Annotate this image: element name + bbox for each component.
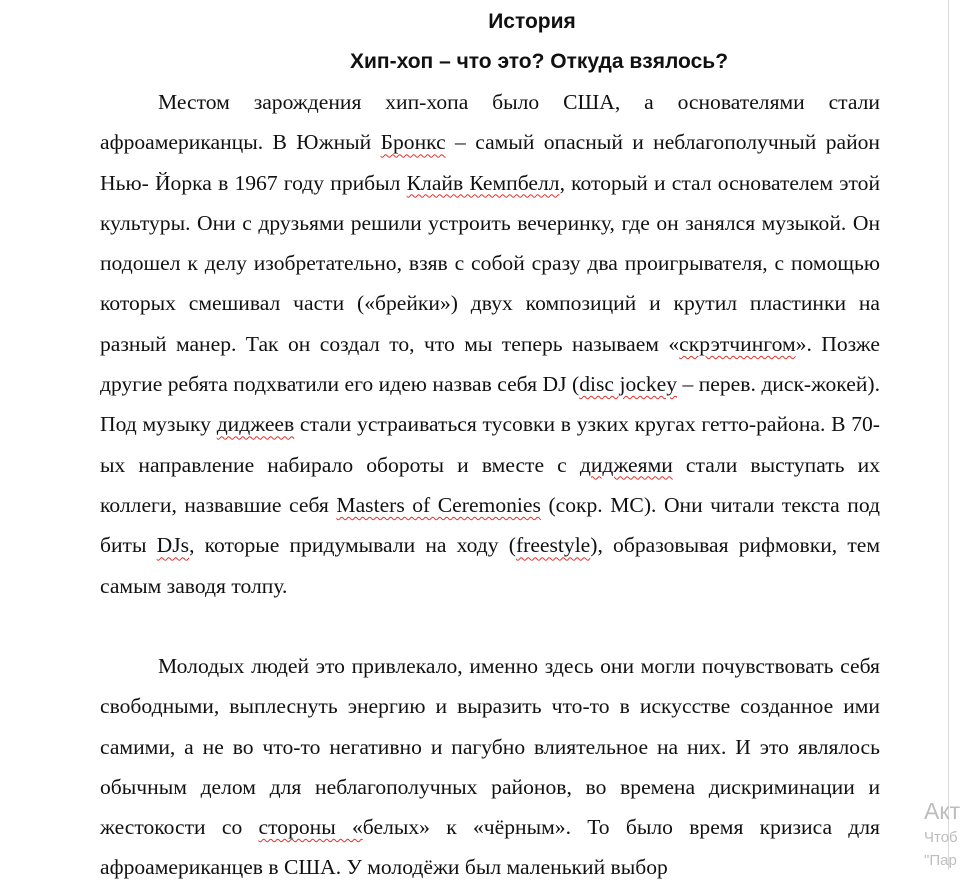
spellcheck-flagged-word: Бронкс	[380, 130, 446, 155]
page-edge-divider	[948, 0, 949, 870]
text-run: – самый опасный и неблагополучный район Нью- Йорка в 1967 году прибыл	[100, 130, 880, 195]
spellcheck-flagged-word: скрэтчингом	[679, 331, 796, 356]
text-run: Местом зарождения хип-хопа было США, а основателями стали афроамериканцы. В Южный	[100, 90, 880, 155]
text-run: ». Позже другие ребята подхватили его идею назвав себя DJ (	[100, 331, 881, 397]
spellcheck-flagged-word: Клайв Кемпбелл	[406, 170, 560, 195]
text-run: , которые придумывали на ходу (	[189, 533, 516, 558]
watermark-line-2: Чтоб	[924, 829, 958, 846]
spellcheck-flagged-word: DJs	[156, 533, 190, 558]
watermark-line-1: Акт	[924, 798, 961, 824]
paragraph-1	[100, 82, 880, 606]
spellcheck-flagged-word: диджеев	[216, 412, 295, 437]
text-run: ), образовывая рифмовки, тем самым заводя толпу.	[100, 533, 881, 598]
spellcheck-flagged-word: freestyle	[515, 533, 591, 558]
text-run: (сокр. MC). Они читали текста под биты	[100, 492, 880, 558]
text-run: стали выступать их коллеги, назвавшие себя	[100, 452, 880, 517]
text-run: белых» к «чёрным». То было время кризиса для афроамериканцев в США. У молодёжи был маленький выбор	[100, 815, 880, 880]
spellcheck-flagged-word: Masters of Ceremonies	[336, 492, 541, 517]
text-run: Молодых людей это привлекало, именно здесь они могли почувствовать себя свободными, выплеснуть энергию и выразить что-то в искусстве созданное ими самими, а не во что-то негативно и пагубно влиятельное на них. И это являлось обычным делом для неблагополучных районов, во времена дискриминации и жестокости со	[100, 654, 880, 840]
heading-what-is-hiphop: Хип-хоп – что это? Откуда взялось?	[349, 50, 729, 73]
watermark-line-3: "Пар	[924, 852, 957, 869]
text-run: стали устраиваться тусовки в узких кругах гетто-района. В 70-ых направление набирало обороты и вместе с	[100, 412, 880, 477]
heading-history: История	[488, 10, 576, 33]
paragraph-2	[100, 646, 880, 888]
text-run: – перев. диск-жокей). Под музыку	[100, 372, 880, 437]
activation-watermark	[924, 796, 960, 872]
text-run: , который и стал основателем этой культуры. Они с друзьями решили устроить вечеринку, где он занялся музыкой. Он подошел к делу изобретательно, взяв с собой сразу два проигрывателя, с помощью которых смешивал части («брейки») двух композиций и крутил пластинки на разный манер. Так он создал то, что мы теперь называем «	[100, 170, 881, 356]
spellcheck-flagged-word: стороны «	[258, 815, 363, 840]
spellcheck-flagged-word: диджеями	[579, 452, 673, 477]
spellcheck-flagged-word: disc jockey	[579, 372, 677, 397]
